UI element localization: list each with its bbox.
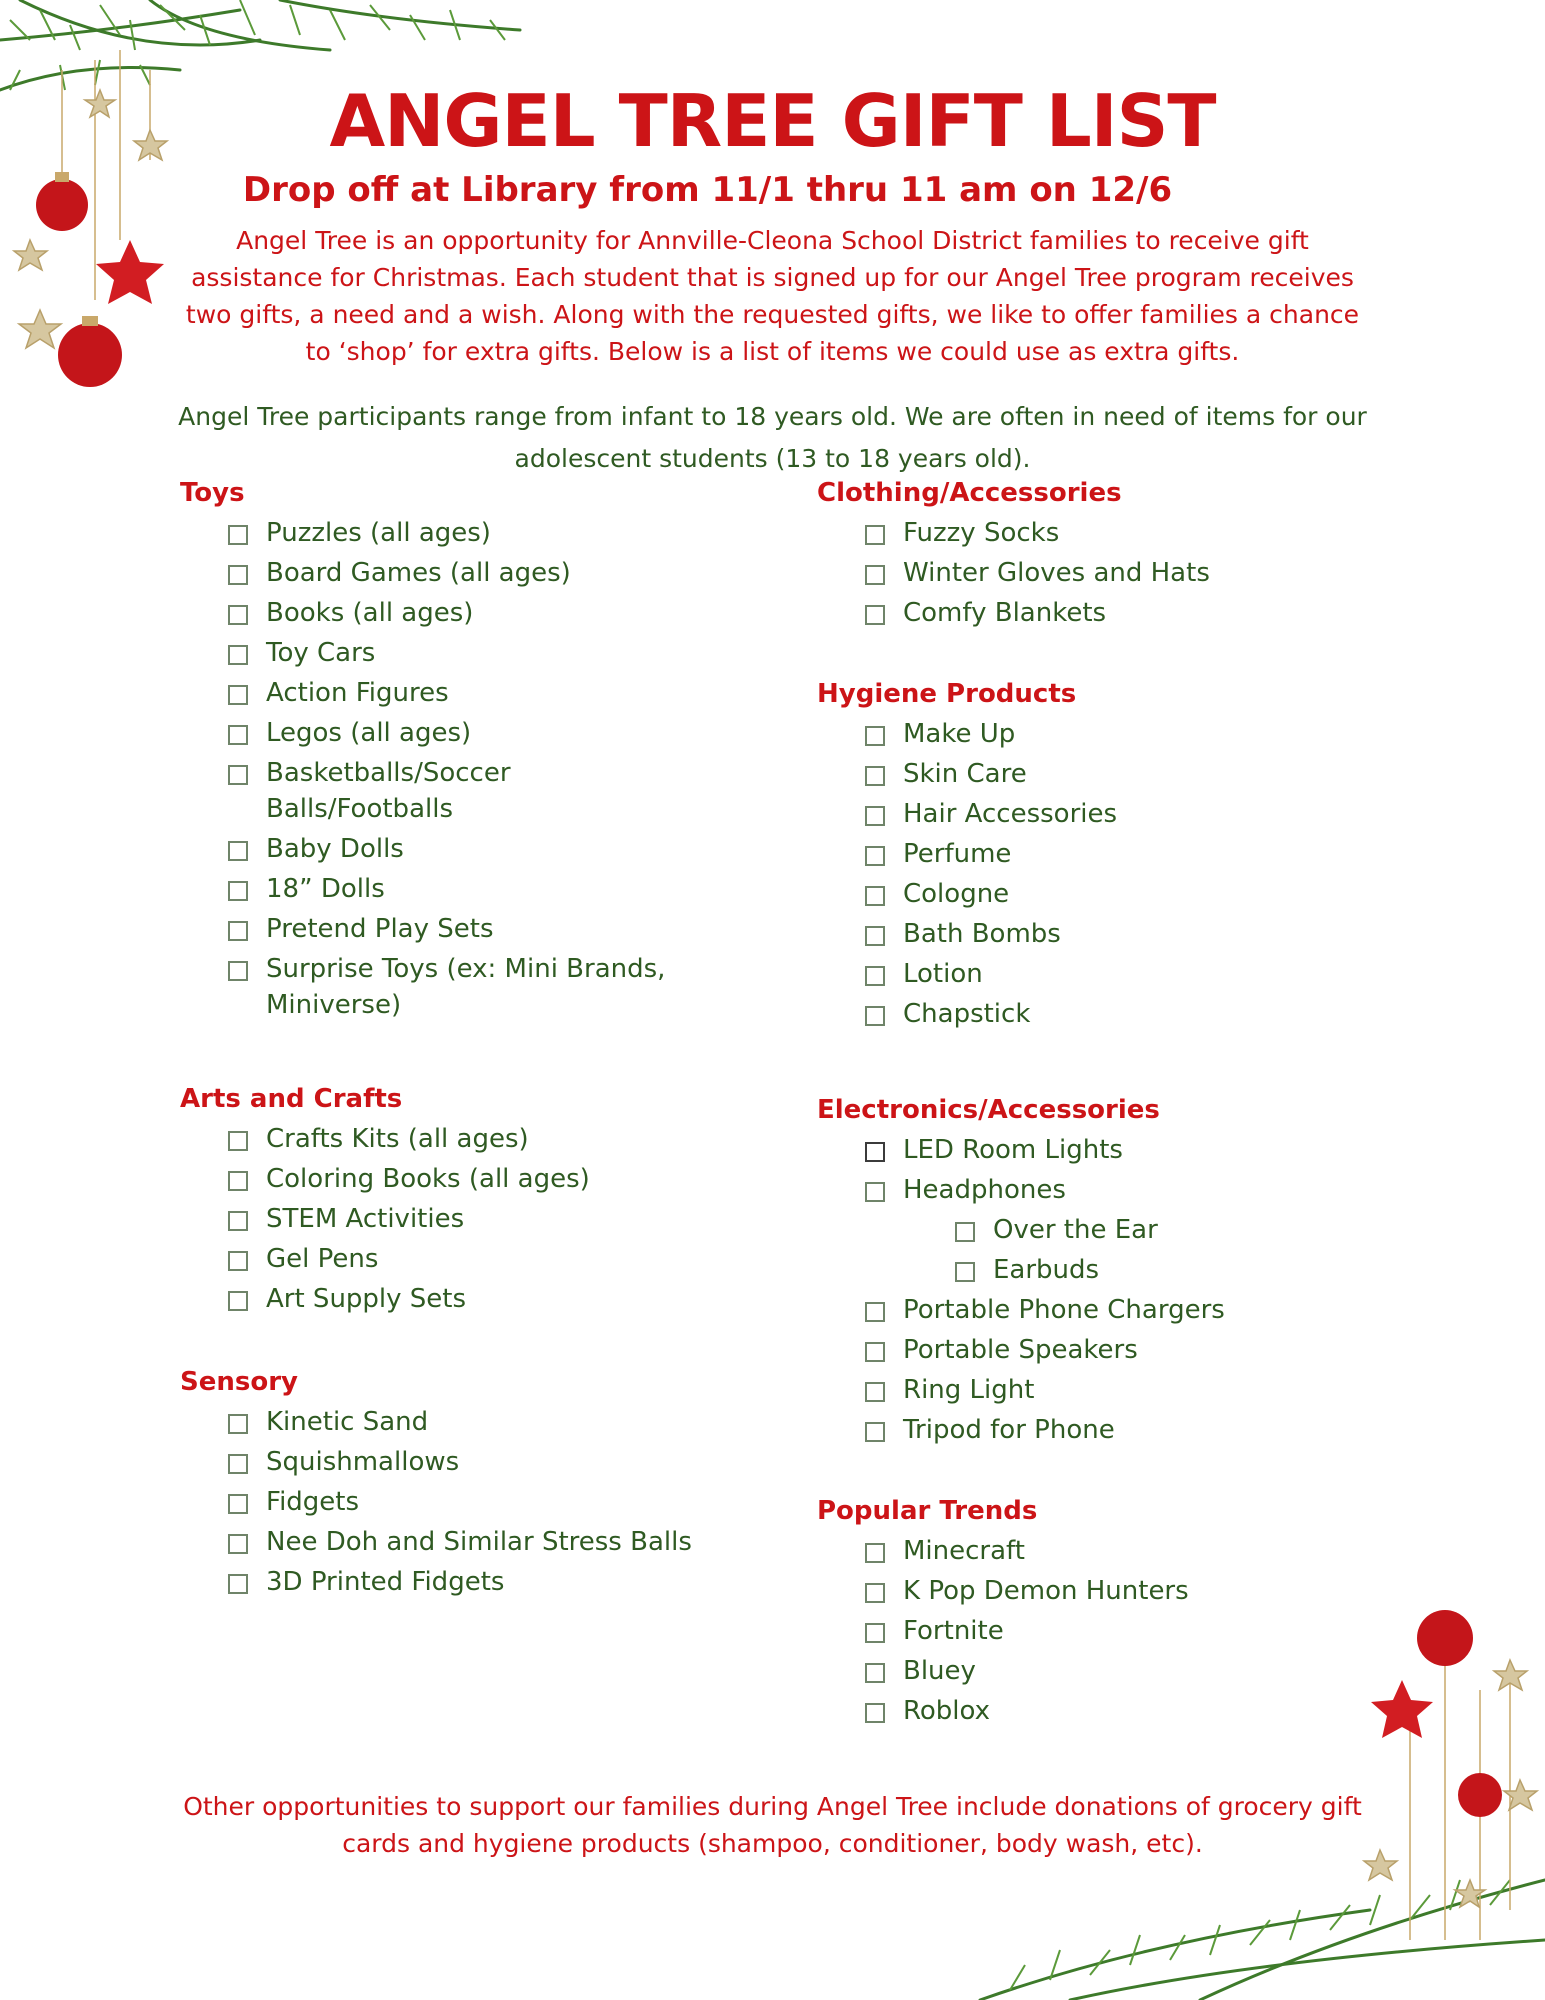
list-item: [228, 555, 740, 591]
item-label: Surprise Toys (ex: Mini Brands, Miniverse): [266, 954, 666, 1020]
checkbox[interactable]: [865, 1703, 885, 1723]
checkbox[interactable]: [228, 921, 248, 941]
item-label: Fidgets: [266, 1487, 360, 1517]
checkbox[interactable]: [865, 605, 885, 625]
item-label: Portable Speakers: [903, 1335, 1138, 1365]
checkbox[interactable]: [865, 1342, 885, 1362]
checkbox[interactable]: [228, 1211, 248, 1231]
checkbox[interactable]: [228, 725, 248, 745]
list-item: [228, 831, 740, 867]
checkbox[interactable]: [228, 685, 248, 705]
electronics-list: [817, 1132, 1377, 1448]
item-label: 18” Dolls: [266, 874, 385, 904]
list-item: [228, 1444, 740, 1480]
checkbox[interactable]: [228, 881, 248, 901]
checkbox[interactable]: [865, 1006, 885, 1026]
checkbox[interactable]: [955, 1222, 975, 1242]
intro-paragraph: Angel Tree is an opportunity for Annville-Cleona School District families to receive gift assistance for Christmas. Each student that is signed up for our Angel Tree program receives two gifts, a need and a wish. Along with the requested gifts, we like to offer families a chance to ‘shop’ for extra gifts. Below is a list of items we could use as extra gifts.: [185, 226, 1360, 366]
checkbox[interactable]: [865, 846, 885, 866]
sensory-list: [180, 1404, 740, 1600]
item-label: Crafts Kits (all ages): [266, 1124, 529, 1154]
checkbox[interactable]: [228, 1454, 248, 1474]
list-item: [865, 916, 1377, 952]
checkbox[interactable]: [228, 1414, 248, 1434]
checkbox[interactable]: [865, 565, 885, 585]
section-electronics: [817, 1092, 1377, 1452]
list-item: [865, 555, 1377, 591]
item-label: Fortnite: [903, 1616, 1004, 1646]
checkbox[interactable]: [228, 1171, 248, 1191]
item-label: Roblox: [903, 1696, 991, 1726]
item-label: Perfume: [903, 839, 1012, 869]
list-item: [228, 715, 740, 751]
item-label: Basketballs/Soccer Balls/Footballs: [266, 758, 511, 824]
item-label: Fuzzy Socks: [903, 518, 1060, 548]
page-title: ANGEL TREE GIFT LIST: [329, 79, 1216, 163]
checkbox[interactable]: [228, 1494, 248, 1514]
checkbox[interactable]: [228, 1131, 248, 1151]
list-item: [865, 1332, 1377, 1368]
list-item: [865, 1653, 1377, 1689]
list-item: [865, 996, 1377, 1032]
list-item: [228, 1281, 740, 1317]
item-label: Bluey: [903, 1656, 976, 1686]
section-arts-and-crafts: [180, 1081, 740, 1321]
item-label: Lotion: [903, 959, 983, 989]
item-label: Squishmallows: [266, 1447, 460, 1477]
list-item: [228, 1484, 740, 1520]
checkbox[interactable]: [228, 565, 248, 585]
clothing-list: [817, 515, 1377, 631]
footer-note: Other opportunities to support our families during Angel Tree include donations of grocery gift cards and hygiene products (shampoo, conditioner, body wash, etc).: [183, 1792, 1362, 1858]
list-item: [865, 876, 1377, 912]
age-range-note: Angel Tree participants range from infant to 18 years old. We are often in need of items for our adolescent students (13 to 18 years old).: [178, 402, 1367, 473]
section-title-electronics: Electronics/Accessories: [817, 1095, 1160, 1125]
item-label: Cologne: [903, 879, 1010, 909]
item-label: Pretend Play Sets: [266, 914, 494, 944]
item-label: Coloring Books (all ages): [266, 1164, 590, 1194]
list-item: [865, 836, 1377, 872]
list-item: [228, 1564, 740, 1600]
trends-list: [817, 1533, 1377, 1729]
list-item: [228, 1121, 740, 1157]
item-label: Baby Dolls: [266, 834, 404, 864]
checkbox[interactable]: [228, 1574, 248, 1594]
section-toys: [180, 475, 740, 1027]
checkbox[interactable]: [865, 1543, 885, 1563]
checkbox[interactable]: [228, 1534, 248, 1554]
item-label: Comfy Blankets: [903, 598, 1107, 628]
item-label: Kinetic Sand: [266, 1407, 429, 1437]
list-item: [865, 956, 1377, 992]
item-label: Gel Pens: [266, 1244, 379, 1274]
item-label: Minecraft: [903, 1536, 1025, 1566]
list-item: [228, 951, 708, 1023]
list-item: [865, 1693, 1377, 1729]
list-item: [865, 1292, 1377, 1328]
item-label: Puzzles (all ages): [266, 518, 491, 548]
section-clothing: [817, 475, 1377, 635]
section-title-clothing: Clothing/Accessories: [817, 478, 1122, 508]
item-label: Chapstick: [903, 999, 1031, 1029]
item-label: Ring Light: [903, 1375, 1035, 1405]
item-label: Skin Care: [903, 759, 1027, 789]
item-label: Board Games (all ages): [266, 558, 571, 588]
list-item: [228, 1241, 740, 1277]
checkbox[interactable]: [228, 605, 248, 625]
list-item: [865, 756, 1377, 792]
item-label: Nee Doh and Similar Stress Balls: [266, 1527, 692, 1557]
list-item: [865, 1132, 1377, 1168]
list-item-sub: [865, 1212, 1377, 1248]
checkbox[interactable]: [865, 926, 885, 946]
item-label: Hair Accessories: [903, 799, 1118, 829]
list-item: [865, 1613, 1377, 1649]
item-label: Legos (all ages): [266, 718, 472, 748]
section-title-toys: Toys: [180, 478, 245, 508]
list-item: [865, 515, 1377, 551]
list-item: [865, 1573, 1377, 1609]
checkbox[interactable]: [228, 525, 248, 545]
list-item: [228, 675, 740, 711]
checkbox[interactable]: [228, 1291, 248, 1311]
list-item: [228, 1524, 740, 1560]
item-label: STEM Activities: [266, 1204, 465, 1234]
section-title-arts: Arts and Crafts: [180, 1084, 403, 1114]
checkbox[interactable]: [865, 886, 885, 906]
item-label: Make Up: [903, 719, 1016, 749]
item-label: Earbuds: [993, 1255, 1100, 1285]
section-title-trends: Popular Trends: [817, 1496, 1038, 1526]
list-item: [228, 515, 740, 551]
list-item: [228, 871, 740, 907]
checkbox[interactable]: [865, 1142, 885, 1162]
section-hygiene: [817, 676, 1377, 1036]
section-popular-trends: [817, 1493, 1377, 1733]
list-item: [228, 911, 740, 947]
checkbox[interactable]: [865, 1182, 885, 1202]
item-label: LED Room Lights: [903, 1135, 1123, 1165]
list-item: [865, 595, 1377, 631]
list-item: [228, 755, 548, 827]
toys-list: [180, 515, 740, 1023]
list-item: [865, 1412, 1377, 1448]
arts-list: [180, 1121, 740, 1317]
list-item: [228, 1404, 740, 1440]
item-label: K Pop Demon Hunters: [903, 1576, 1189, 1606]
checkbox[interactable]: [228, 765, 248, 785]
list-item-sub: [865, 1252, 1377, 1288]
item-label: 3D Printed Fidgets: [266, 1567, 505, 1597]
checkbox[interactable]: [865, 966, 885, 986]
checkbox[interactable]: [865, 1382, 885, 1402]
list-item: [865, 1372, 1377, 1408]
list-item: [865, 1533, 1377, 1569]
checkbox[interactable]: [865, 1422, 885, 1442]
list-item: [228, 1161, 740, 1197]
section-title-hygiene: Hygiene Products: [817, 679, 1077, 709]
checkbox[interactable]: [865, 726, 885, 746]
checkbox[interactable]: [865, 525, 885, 545]
list-item: [228, 1201, 740, 1237]
section-sensory: [180, 1364, 740, 1604]
checkbox[interactable]: [865, 1583, 885, 1603]
checkbox[interactable]: [228, 961, 248, 981]
list-item: [228, 635, 740, 671]
checkbox[interactable]: [228, 1251, 248, 1271]
checkbox[interactable]: [865, 1302, 885, 1322]
list-item: [865, 1172, 1377, 1208]
item-label: Winter Gloves and Hats: [903, 558, 1210, 588]
item-label: Action Figures: [266, 678, 449, 708]
hygiene-list: [817, 716, 1377, 1032]
section-title-sensory: Sensory: [180, 1367, 298, 1397]
checkbox[interactable]: [865, 1623, 885, 1643]
checkbox[interactable]: [865, 806, 885, 826]
item-label: Over the Ear: [993, 1215, 1158, 1245]
item-label: Bath Bombs: [903, 919, 1061, 949]
item-label: Tripod for Phone: [903, 1415, 1115, 1445]
list-item: [865, 796, 1377, 832]
item-label: Art Supply Sets: [266, 1284, 467, 1314]
checkbox[interactable]: [865, 1663, 885, 1683]
checkbox[interactable]: [955, 1262, 975, 1282]
checkbox[interactable]: [228, 841, 248, 861]
item-label: Toy Cars: [266, 638, 376, 668]
item-label: Portable Phone Chargers: [903, 1295, 1225, 1325]
drop-off-subtitle: Drop off at Library from 11/1 thru 11 am on 12/6: [242, 170, 1173, 210]
checkbox[interactable]: [228, 645, 248, 665]
item-label: Headphones: [903, 1175, 1066, 1205]
list-item: [865, 716, 1377, 752]
checkbox[interactable]: [865, 766, 885, 786]
item-label: Books (all ages): [266, 598, 474, 628]
list-item: [228, 595, 740, 631]
